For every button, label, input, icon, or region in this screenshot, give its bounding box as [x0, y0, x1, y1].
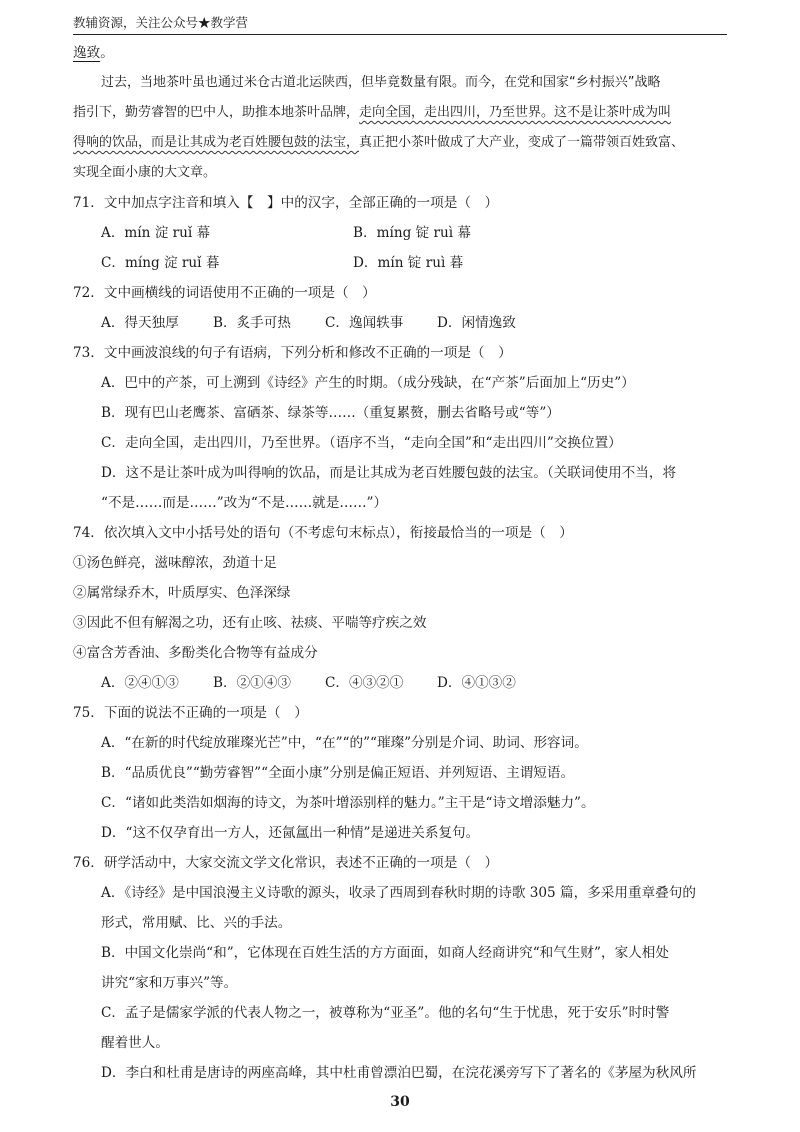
q76-option-c-line2: 醒着世人。: [101, 1035, 169, 1051]
q75-stem: 75．下面的说法不正确的一项是（ ）: [73, 705, 308, 721]
passage-line-3a: 得响的饮品，而是让其成为老百姓腰包鼓的法宝，: [73, 135, 360, 150]
q76-option-d-line1: D．李白和杜甫是唐诗的两座高峰，其中杜甫曾漂泊巴蜀，在浣花溪旁写下了著名的《茅屋为秋风所: [101, 1065, 697, 1081]
q74-stem: 74．依次填入文中小括号处的语句（不考虑句末标点），衔接最恰当的一项是（ ）: [73, 525, 573, 541]
q74-option-c: C．④③②①: [325, 675, 404, 691]
q74-options: [73, 668, 727, 698]
q73-option-d-line2: “不是……而是……”改为“不是……就是……”）: [101, 495, 388, 511]
q72-options: [73, 308, 727, 338]
passage-line-2b: 走向全国，走出四川，乃至世界。这不是让茶叶成为叫: [359, 105, 672, 120]
passage-paragraph: [73, 68, 727, 188]
q72-option-a: A．得天独厚: [101, 315, 179, 331]
q75-option-a: A．“在新的时代绽放璀璨光芒”中，“在”“的”“璀璨”分别是介词、助词、形容词。: [101, 735, 588, 751]
passage-line-3b: 真正把小茶叶做成了大产业，变成了一篇带领百姓致富、: [359, 135, 685, 150]
q75-option-c: C．“诸如此类浩如烟海的诗文，为茶叶增添别样的魅力。”主干是“诗文增添魅力”。: [101, 795, 595, 811]
continuation-text: 逸致: [73, 45, 101, 61]
passage-line-2: [73, 98, 727, 128]
q71-option-a: A．mín 淀 ruǐ 幕: [101, 225, 211, 241]
q72-option-b: B．炙手可热: [213, 315, 291, 331]
q71-option-c: C．míng 淀 ruǐ 暮: [101, 255, 220, 271]
q71-option-b: B．míng 锭 ruì 幕: [353, 225, 472, 241]
header-text: 教辅资源，关注公众号★教学营: [73, 15, 249, 30]
passage-line-3: [73, 128, 727, 158]
passage-line-4: 实现全面小康的大文章。: [73, 165, 217, 180]
q73-option-a: A．巴中的产茶，可上溯到《诗经》产生的时期。（成分残缺，在“产茶”后面加上“历史”）: [101, 375, 635, 391]
passage-line-1: 过去，当地茶叶虽也通过米仓古道北运陕西，但毕竟数量有限。而今，在党和国家“乡村振兴”战略: [101, 75, 661, 90]
q75-option-b: B．“品质优良”“勤劳睿智”“全面小康”分别是偏正短语、并列短语、主谓短语。: [101, 765, 575, 781]
q76-option-a-line2: 形式，常用赋、比、兴的手法。: [101, 915, 292, 931]
q76-stem: 76．研学活动中，大家交流文学文化常识，表述不正确的一项是（ ）: [73, 855, 499, 871]
q72-option-d: D．闲情逸致: [437, 315, 516, 331]
page-number: 30: [390, 1094, 410, 1110]
q73-option-b: B．现有巴山老鹰茶、富硒茶、绿茶等……（重复累赘，删去省略号或“等”）: [101, 405, 560, 421]
q74-sentence-2: ②属常绿乔木，叶质厚实、色泽深绿: [73, 585, 291, 601]
page-header: [73, 14, 727, 35]
passage-line-2a: 指引下，勤劳睿智的巴中人，助推本地茶叶品牌，: [73, 105, 360, 120]
document-body: [73, 38, 727, 1088]
q71-stem: 71．文中加点字注音和填入【 】中的汉字，全部正确的一项是（ ）: [73, 195, 499, 211]
q76-option-b-line2: 讲究“家和万事兴”等。: [101, 975, 238, 991]
q76-option-c-line1: C．孟子是儒家学派的代表人物之一，被尊称为“亚圣”。他的名句“生于忧患，死于安乐”时时警: [101, 1005, 670, 1021]
q74-option-d: D．④①③②: [437, 675, 516, 691]
q71-options-row2: [73, 248, 727, 278]
continuation-line: 逸致。: [73, 45, 114, 61]
q73-option-c: C．走向全国，走出四川，乃至世界。（语序不当，“走向全国”和“走出四川”交换位置）: [101, 435, 622, 451]
q74-option-b: B．②①④③: [213, 675, 291, 691]
q74-sentence-1: ①汤色鲜亮，滋味醇浓，劲道十足: [73, 555, 277, 571]
q71-options-row1: [73, 218, 727, 248]
q74-option-a: A．②④①③: [101, 675, 179, 691]
q71-option-d: D．mín 锭 ruì 暮: [353, 255, 464, 271]
q73-stem: 73．文中画波浪线的句子有语病，下列分析和修改不正确的一项是（ ）: [73, 345, 512, 361]
q72-option-c: C．逸闻轶事: [325, 315, 404, 331]
q74-sentence-4: ④富含芳香油、多酚类化合物等有益成分: [73, 645, 318, 661]
q74-sentence-3: ③因此不但有解渴之功，还有止咳、祛痰、平喘等疗疾之效: [73, 615, 427, 631]
q76-option-a-line1: A．《诗经》是中国浪漫主义诗歌的源头，收录了西周到春秋时期的诗歌 305 篇，多采用重章叠句的: [101, 885, 696, 901]
q75-option-d: D．“这不仅孕育出一方人，还氤氲出一种情”是递进关系复句。: [101, 825, 480, 841]
q72-stem: 72．文中画横线的词语使用不正确的一项是（ ）: [73, 285, 376, 301]
q76-option-b-line1: B．中国文化崇尚“和”，它体现在百姓生活的方方面面，如商人经商讲究“和气生财”，家人相处: [101, 945, 669, 961]
q73-option-d-line1: D．这不是让茶叶成为叫得响的饮品，而是让其成为老百姓腰包鼓的法宝。（关联词使用不当，将: [101, 465, 677, 481]
